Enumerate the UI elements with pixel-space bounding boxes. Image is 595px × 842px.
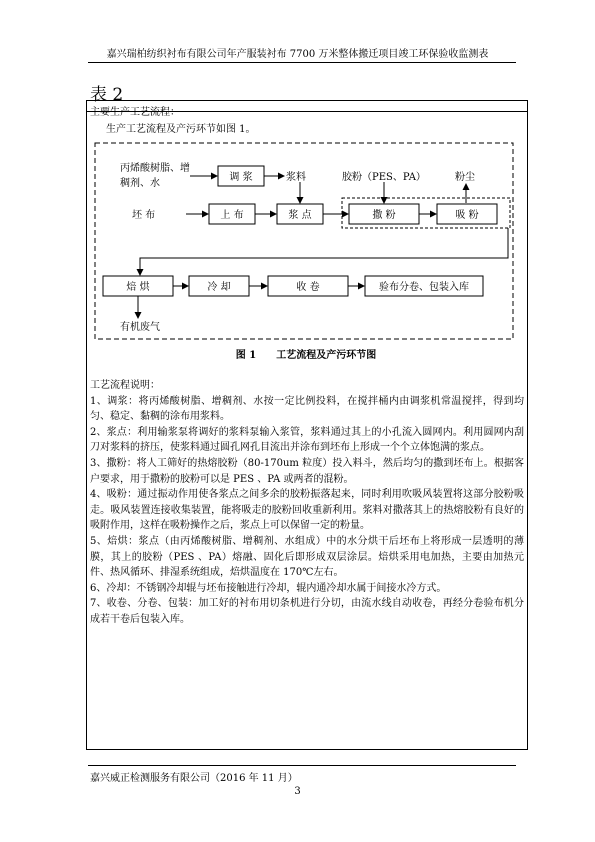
exhaust-label: 有机废气 bbox=[120, 322, 160, 333]
footer-rule bbox=[88, 765, 516, 766]
footer-company: 嘉兴威正检测服务有限公司（2016 年 11 月） bbox=[90, 773, 298, 784]
description-title: 工艺流程说明： bbox=[90, 380, 160, 391]
page-number: 3 bbox=[294, 786, 301, 797]
page-header-title: 嘉兴瑞柏纺织衬布有限公司年产服装衬布 7700 万米整体搬迁项目竣工环保验收监测表 bbox=[106, 49, 489, 60]
pack-box-label: 验布分卷、包装入库 bbox=[379, 282, 469, 293]
cool-box-label: 冷 却 bbox=[207, 282, 231, 293]
dot-box-label: 浆 点 bbox=[288, 210, 312, 221]
description-item-5: 5、焙烘：浆点（由丙烯酸树脂、增稠剂、水组成）中的水分烘干后坯布上将形成一层透明的薄膜，其上的胶粉（PES 、PA）熔融、固化后即形成双层涂层。焙烘采用电加热，主要由加热元件、热风循环、排湿系统组成，焙烘温度在 170℃左右。 bbox=[90, 535, 524, 579]
description-item-7: 7、收卷、分卷、包装：加工好的衬布用切条机进行分切，由流水线自动收卷，再经分卷验布机分成若干卷后包装入库。 bbox=[90, 598, 524, 625]
description-item-6: 6、冷却：不锈钢冷却辊与坯布接触进行冷却，辊内通冷却水属于间接水冷方式。 bbox=[90, 582, 447, 594]
scatter-box-label: 撒 粉 bbox=[372, 210, 396, 221]
section-intro: 生产工艺流程及产污环节如图 1。 bbox=[106, 124, 256, 135]
description-item-3: 3、撒粉：将人工筛好的热熔胶粉（80-170um 粒度）投入料斗，然后均匀的撒到坯布上。根据客户要求，用于撒粉的胶粉可以是 PES 、PA 或两者的混粉。 bbox=[90, 457, 524, 485]
process-description bbox=[90, 378, 524, 628]
inputs-label-line2: 稠剂、水 bbox=[120, 178, 160, 189]
figure-caption: 图 1 工艺流程及产污环节图 bbox=[235, 350, 377, 361]
table-label: 表 2 bbox=[90, 85, 124, 105]
bake-box-label: 焙 烘 bbox=[126, 282, 150, 293]
slurry-label: 浆料 bbox=[286, 172, 306, 183]
base-cloth-label: 坯 布 bbox=[132, 210, 156, 221]
mix-box-label: 调 浆 bbox=[229, 172, 253, 183]
inputs-label-line1: 丙烯酸树脂、增 bbox=[120, 163, 190, 174]
description-item-4: 4、吸粉：通过振动作用使各浆点之间多余的胶粉振落起来，同时利用吹吸风装置将这部分胶粉吸走。吸风装置连接收集装置，能将吸走的胶粉回收重新利用。浆料对撒落其上的热熔胶粉有良好的吸附作用，这样在吸粉操作之后，浆点上可以保留一定的粉量。 bbox=[90, 489, 524, 532]
description-item-2: 2、浆点：利用输浆泵将调好的浆料泵输入浆管，浆料通过其上的小孔流入圆网内。利用圆网内刮刀对浆料的挤压，使浆料通过圆孔网孔目流出并涂布到坯布上形成一个个立体饱满的浆点。 bbox=[90, 426, 524, 454]
load-box-label: 上 布 bbox=[220, 210, 244, 221]
suction-box-label: 吸 粉 bbox=[455, 210, 479, 221]
description-item-1: 1、调浆：将丙烯酸树脂、增稠剂、水按一定比例投料，在搅拌桶内由调浆机常温搅拌，得到均匀、稳定、黏稠的涂布用浆料。 bbox=[90, 395, 524, 423]
dust-label: 粉尘 bbox=[455, 172, 475, 183]
section-heading: 主要生产工艺流程： bbox=[90, 107, 180, 118]
arrow-suction-to-bake bbox=[140, 228, 508, 275]
roll-box-label: 收 卷 bbox=[296, 282, 320, 293]
powder-label: 胶粉（PES、PA） bbox=[342, 172, 426, 183]
